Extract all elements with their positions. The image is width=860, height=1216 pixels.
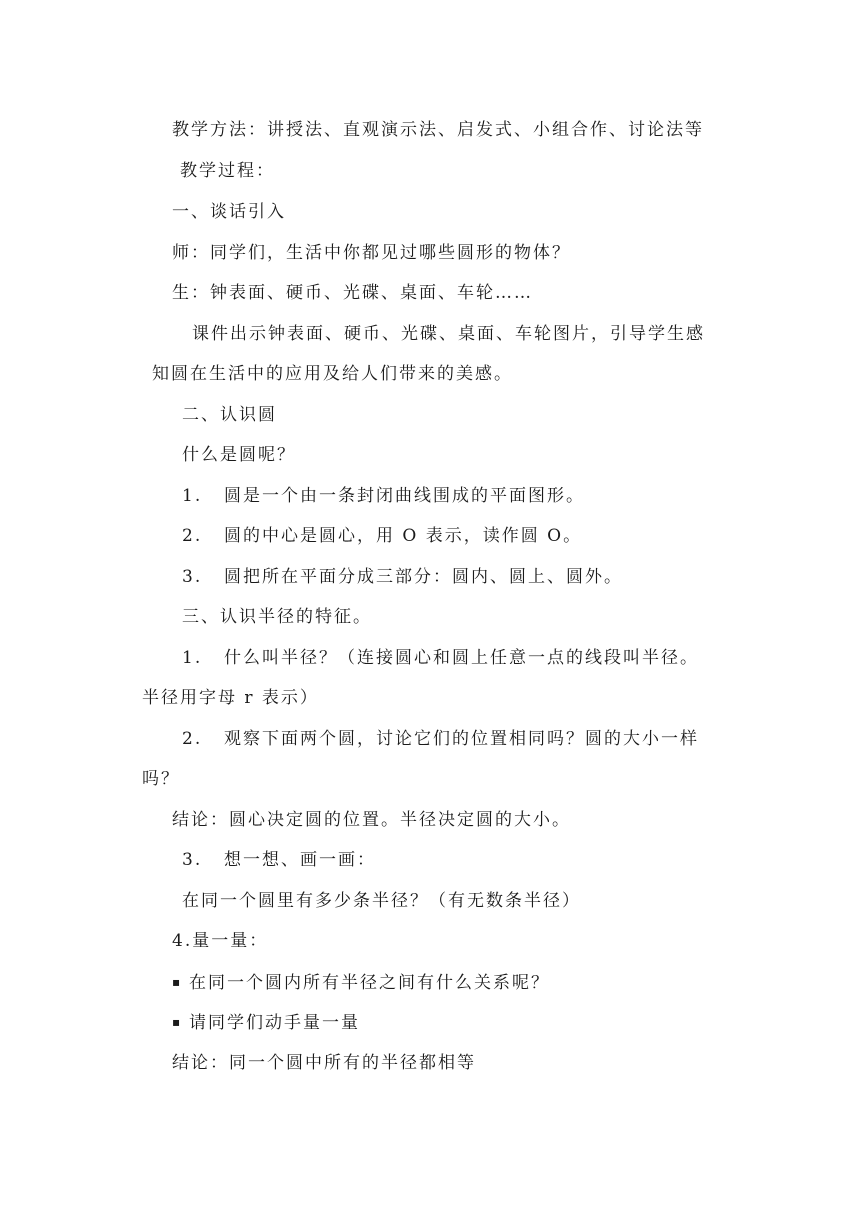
point-text: 圆的中心是圆心，用 O 表示，读作圆 O。 <box>224 526 583 546</box>
circle-point-2 <box>182 524 582 548</box>
point-number: 2. <box>182 729 203 749</box>
point-number: 3. <box>182 850 203 870</box>
how-many-radii-line: 在同一个圆里有多少条半径？（有无数条半径） <box>182 891 581 911</box>
bullet-square-icon: ▪ <box>172 975 183 989</box>
teacher-line: 师：同学们，生活中你都见过哪些圆形的物体？ <box>172 243 571 263</box>
section2-title: 二、认识圆 <box>182 405 277 425</box>
section3-title: 三、认识半径的特征。 <box>182 607 372 627</box>
section1-title: 一、谈话引入 <box>172 202 286 222</box>
radius-point-2-continued: 吗？ <box>142 769 180 789</box>
bullet-text: 在同一个圆内所有半径之间有什么关系呢？ <box>189 973 550 993</box>
teaching-process-line: 教学过程： <box>180 161 275 181</box>
circle-point-1 <box>182 484 585 508</box>
measure-title: 4.量一量： <box>172 931 269 951</box>
point-number: 2. <box>182 526 203 546</box>
bullet-item-2 <box>172 1010 360 1035</box>
circle-point-3 <box>182 565 623 589</box>
point-text: 圆把所在平面分成三部分：圆内、圆上、圆外。 <box>224 567 623 587</box>
radius-point-1 <box>182 646 699 670</box>
point-text: 想一想、画一画： <box>224 850 376 870</box>
student-line: 生：钟表面、硬币、光碟、桌面、车轮…… <box>172 283 533 303</box>
conclusion-2: 结论：同一个圆中所有的半径都相等 <box>172 1053 476 1073</box>
point-text: 什么叫半径？（连接圆心和圆上任意一点的线段叫半径。 <box>224 648 699 668</box>
think-draw-line <box>182 848 376 872</box>
conclusion-1: 结论：圆心决定圆的位置。半径决定圆的大小。 <box>172 810 571 830</box>
point-number: 1. <box>182 648 203 668</box>
bullet-square-icon: ▪ <box>172 1015 183 1029</box>
courseware-line-2: 知圆在生活中的应用及给人们带来的美感。 <box>152 364 513 384</box>
point-text: 圆是一个由一条封闭曲线围成的平面图形。 <box>224 486 585 506</box>
point-text: 观察下面两个圆，讨论它们的位置相同吗？圆的大小一样 <box>224 729 699 749</box>
radius-point-1-continued: 半径用字母 r 表示） <box>142 688 319 708</box>
point-number: 3. <box>182 567 203 587</box>
bullet-text: 请同学们动手量一量 <box>189 1013 360 1033</box>
point-number: 1. <box>182 486 203 506</box>
what-is-circle-line: 什么是圆呢？ <box>182 445 296 465</box>
radius-point-2 <box>182 727 699 751</box>
courseware-line-1: 课件出示钟表面、硬币、光碟、桌面、车轮图片，引导学生感 <box>192 324 705 344</box>
bullet-item-1 <box>172 970 550 995</box>
teaching-method-line: 教学方法：讲授法、直观演示法、启发式、小组合作、讨论法等 <box>172 120 704 140</box>
